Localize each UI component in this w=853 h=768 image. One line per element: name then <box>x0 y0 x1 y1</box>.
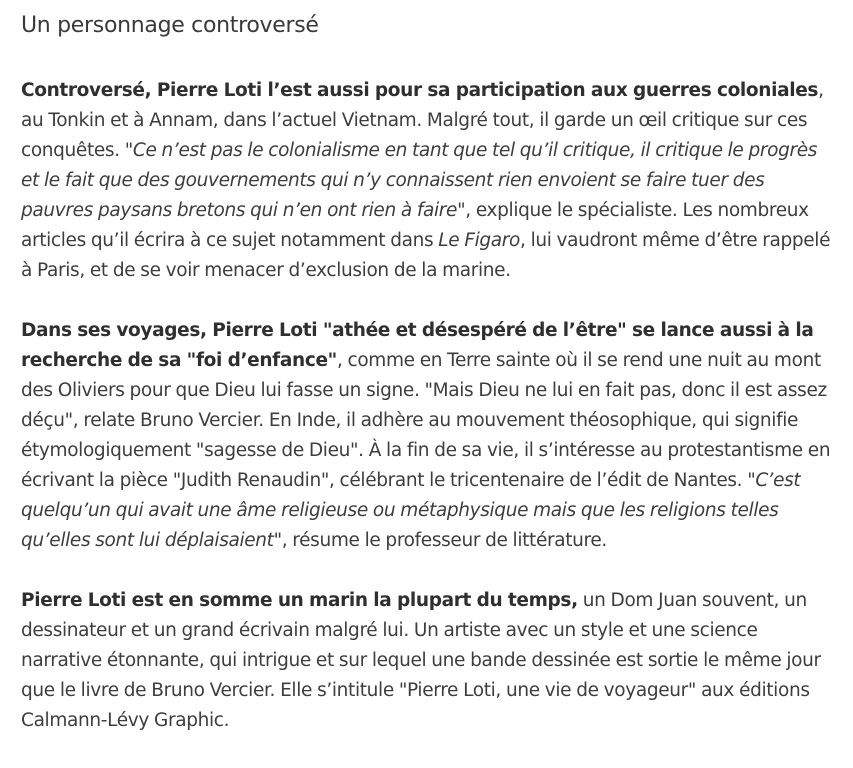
paragraph-lead: Pierre Loti est en somme un marin la plupart du temps, <box>21 590 578 611</box>
paragraph-text: , lui vaudront même d’être rappelé à Paris, et de se voir menacer d’exclusion de la marine. <box>21 230 831 281</box>
paragraph-quote: "Ce n’est pas le colonialisme en tant que tel qu’il critique, il critique le progrès et le fait que des gouvernements qui n’y connaissent rien envoient se faire tuer des pauvres paysans bretons qui n’en ont rien à faire" <box>21 140 818 221</box>
paragraph-sailor <box>21 586 833 736</box>
newspaper-title: Le Figaro <box>438 230 521 251</box>
paragraph-faith <box>21 316 833 556</box>
paragraph-text: , au Tonkin et à Annam, dans l’actuel Vietnam. Malgré tout, il garde un œil critique sur ces conquêtes. <box>21 80 824 161</box>
paragraph-quote: "C’est quelqu’un qui avait une âme religieuse ou métaphysique mais que les religions telles qu’elles sont lui déplaisaient" <box>21 470 801 551</box>
section-title: Un personnage controversé <box>21 13 319 38</box>
paragraph-text: un Dom Juan souvent, un dessinateur et un grand écrivain malgré lui. Un artiste avec un style et une science narrative étonnante, qui intrigue et sur lequel une bande dessinée est sortie le même jour que le livre de Bruno Vercier. Elle s’intitule "Pierre Loti, une vie de voyageur" aux éditions Calmann-Lévy Graphic. <box>21 590 821 731</box>
paragraph-colonial-wars <box>21 76 833 286</box>
paragraph-text: , comme en Terre sainte où il se rend une nuit au mont des Oliviers pour que Dieu lui fasse un signe. "Mais Dieu ne lui en fait pas, donc il est assez déçu", relate Bruno Vercier. En Inde, il adhère au mouvement théosophique, qui signifie étymologiquement "sagesse de Dieu". À la fin de sa vie, il s’intéresse au protestantisme en écrivant la pièce "Judith Renaudin", célébrant le tricentenaire de l’édit de Nantes. <box>21 350 831 491</box>
paragraph-text: , résume le professeur de littérature. <box>281 530 607 551</box>
paragraph-lead: Dans ses voyages, Pierre Loti "athée et désespéré de l’être" se lance aussi à la recherche de sa "foi d’enfance" <box>21 320 814 371</box>
paragraph-lead: Controversé, Pierre Loti l’est aussi pour sa participation aux guerres coloniales <box>21 80 819 101</box>
paragraph-text: , explique le spécialiste. Les nombreux articles qu’il écrira à ce sujet notamment dans <box>21 200 809 251</box>
